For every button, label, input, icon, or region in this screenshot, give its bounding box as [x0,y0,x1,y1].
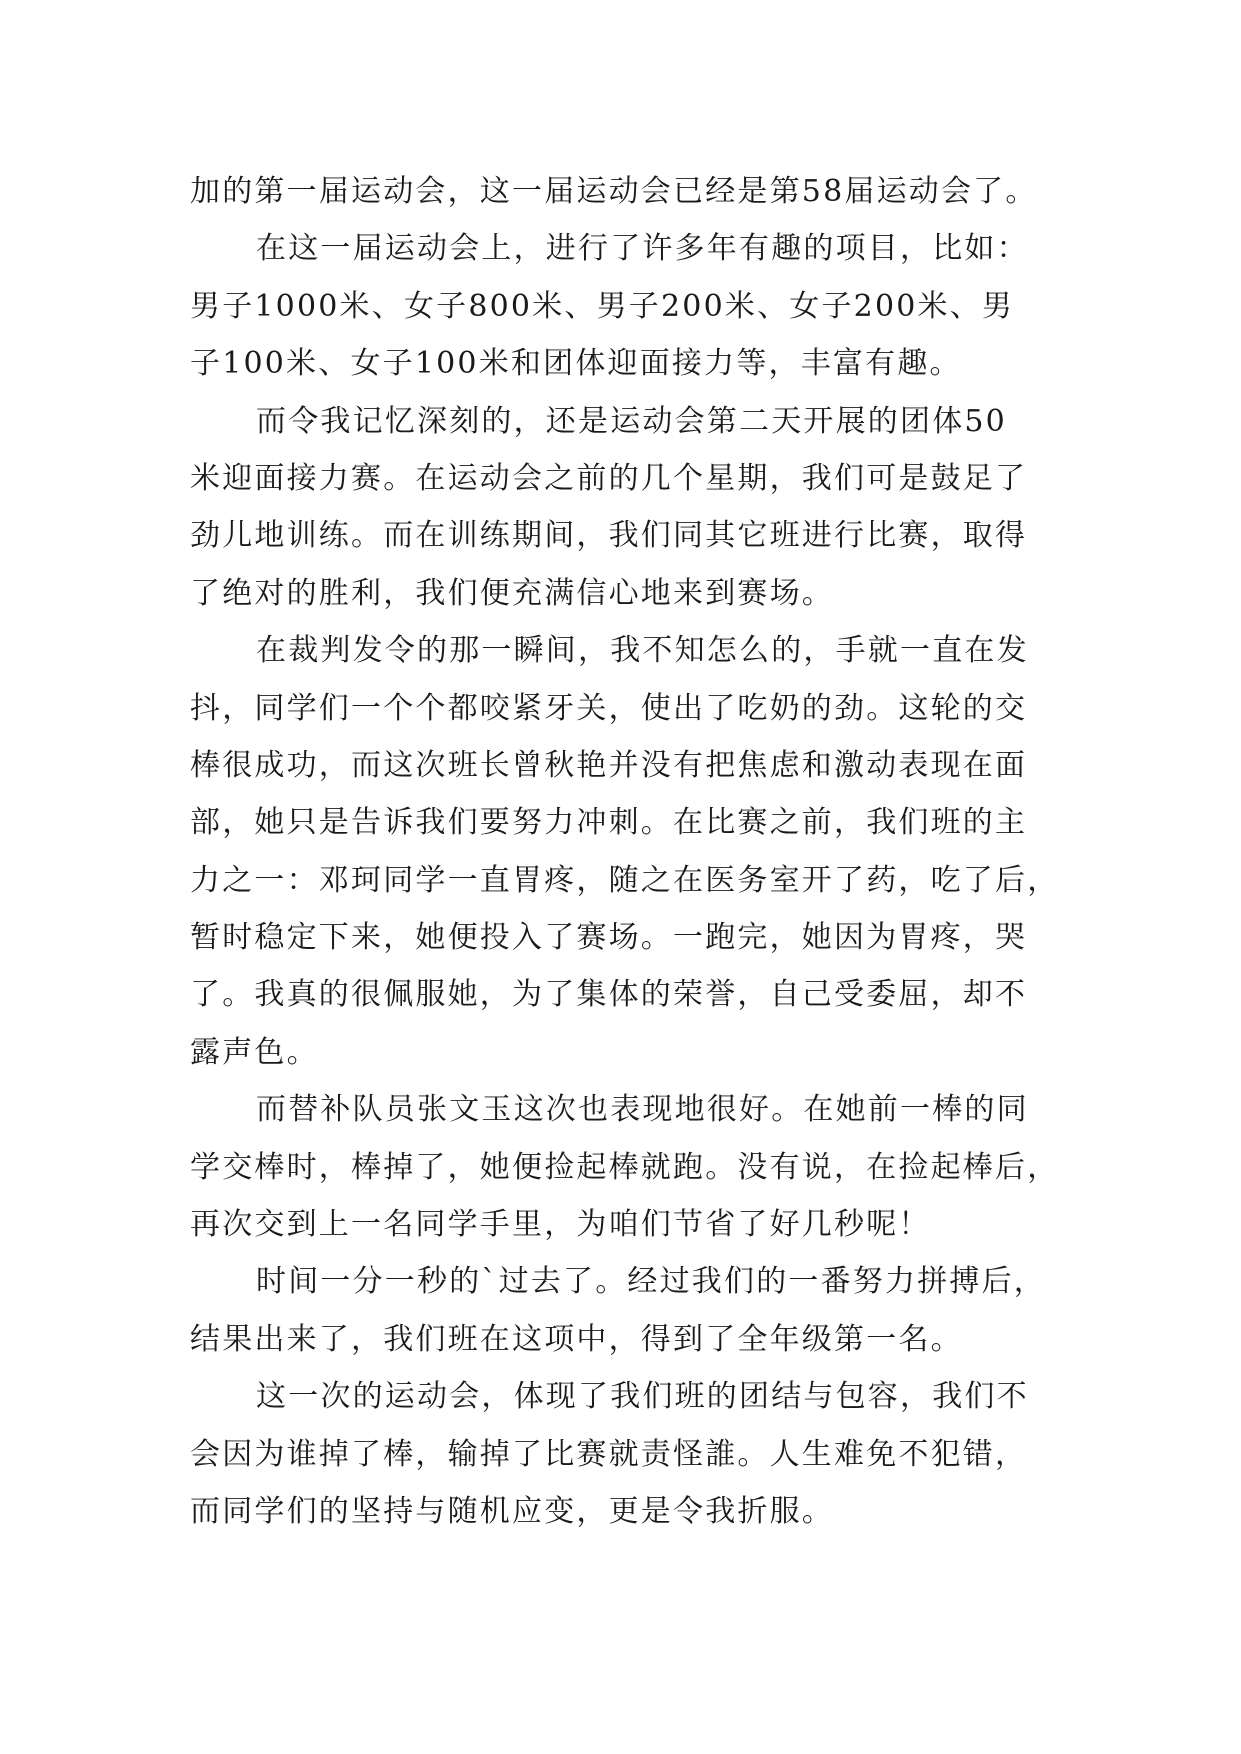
text-line: 子100米、女子100米和团体迎面接力等，丰富有趣。 [190,346,962,382]
text-line: 加的第一届运动会，这一届运动会已经是第58届运动会了。 [190,174,1038,209]
text-line: 抖，同学们一个个都咬紧牙关，使出了吃奶的劲。这轮的交 [190,690,1028,726]
paragraph-start-line: 而令我记忆深刻的，还是运动会第二天开展的团体50 [256,403,1007,439]
text-line: 棒很成功，而这次班长曾秋艳并没有把焦虑和激动表现在面 [190,747,1028,783]
text-line: 暂时稳定下来，她便投入了赛场。一跑完，她因为胃疼，哭 [190,920,1028,956]
paragraph-start-line: 而替补队员张文玉这次也表现地很好。在她前一棒的同 [256,1092,1029,1128]
paragraph-start-line: 这一次的运动会，体现了我们班的团结与包容，我们不 [256,1379,1029,1415]
text-line: 力之一：邓珂同学一直胃疼，随之在医务室开了药，吃了后， [190,862,1060,898]
paragraph-start-line: 在裁判发令的那一瞬间，我不知怎么的，手就一直在发 [256,633,1029,669]
text-line: 会因为谁掉了棒，输掉了比赛就责怪誰。人生难免不犯错， [190,1436,1028,1472]
text-line: 学交棒时，棒掉了，她便捡起棒就跑。没有说，在捡起棒后， [190,1149,1060,1185]
text-line: 劲儿地训练。而在训练期间，我们同其它班进行比赛，取得 [190,518,1028,554]
text-line: 再次交到上一名同学手里，为咱们节省了好几秒呢！ [190,1207,931,1243]
text-line: 而同学们的坚持与随机应变，更是令我折服。 [190,1493,834,1529]
text-line: 了绝对的胜利，我们便充满信心地来到赛场。 [190,575,834,611]
text-line: 了。我真的很佩服她，为了集体的荣誉，自己受委屈，却不 [190,977,1028,1013]
text-line: 露声色。 [190,1034,319,1070]
text-line: 部，她只是告诉我们要努力冲刺。在比赛之前，我们班的主 [190,805,1028,841]
text-line: 米迎面接力赛。在运动会之前的几个星期，我们可是鼓足了 [190,460,1028,496]
essay-body [190,163,1065,1540]
text-line: 男子1000米、女子800米、男子200米、女子200米、男 [190,288,1015,324]
text-line: 结果出来了，我们班在这项中，得到了全年级第一名。 [190,1321,963,1357]
paragraph-start-line: 时间一分一秒的`过去了。经过我们的一番努力拼搏后， [256,1264,1046,1300]
paragraph-start-line: 在这一届运动会上，进行了许多年有趣的项目，比如： [256,231,1029,267]
